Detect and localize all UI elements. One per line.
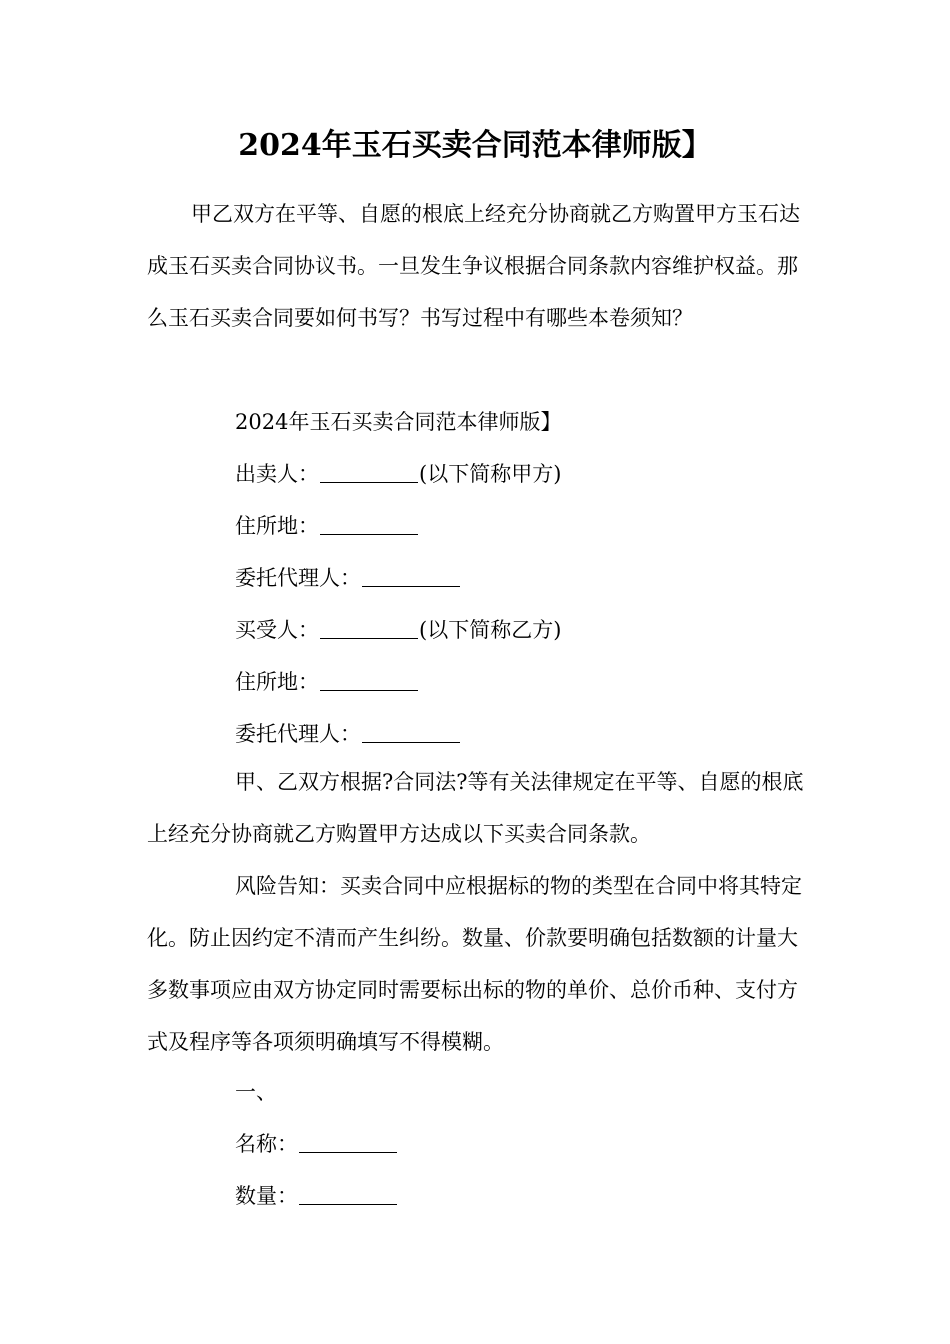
quantity-label: 数量： bbox=[235, 1184, 298, 1208]
buyer-suffix: (以下简称乙方) bbox=[419, 618, 562, 642]
contract-subtitle: 2024年玉石买卖合同范本律师版】 bbox=[235, 410, 562, 434]
name-line bbox=[235, 1118, 398, 1170]
document-title: 2024年玉石买卖合同范本律师版】 bbox=[238, 128, 712, 163]
seller-label: 出卖人： bbox=[235, 462, 319, 486]
seller-agent-line bbox=[235, 552, 461, 604]
seller-agent-label: 委托代理人： bbox=[235, 566, 361, 590]
risk-notice-paragraph: 风险告知：买卖合同中应根据标的物的类型在合同中将其特定化。防止因约定不清而产生纠纷。数量、价款要明确包括数额的计量大多数事项应由双方协定同时需要标出标的物的单价、总价币种、支付方式及程序等各项须明确填写不得模糊。 bbox=[147, 874, 802, 1054]
seller-address-line bbox=[235, 500, 419, 552]
buyer-address-label: 住所地： bbox=[235, 670, 319, 694]
seller-suffix: (以下简称甲方) bbox=[419, 462, 562, 486]
intro-paragraph: 甲乙双方在平等、自愿的根底上经充分协商就乙方购置甲方玉石达成玉石买卖合同协议书。一旦发生争议根据合同条款内容维护权益。那么玉石买卖合同要如何书写？书写过程中有哪些本卷须知？ bbox=[147, 202, 800, 330]
name-blank[interactable] bbox=[299, 1132, 397, 1153]
section-one-heading: 一、 bbox=[235, 1080, 277, 1104]
quantity-blank[interactable] bbox=[299, 1184, 397, 1205]
name-label: 名称： bbox=[235, 1132, 298, 1156]
buyer-line bbox=[235, 604, 561, 656]
buyer-agent-blank[interactable] bbox=[362, 722, 460, 743]
buyer-blank[interactable] bbox=[320, 618, 418, 639]
seller-address-blank[interactable] bbox=[320, 514, 418, 535]
seller-agent-blank[interactable] bbox=[362, 566, 460, 587]
buyer-agent-line bbox=[235, 708, 461, 760]
agreement-paragraph: 甲、乙双方根据?合同法?等有关法律规定在平等、自愿的根底上经充分协商就乙方购置甲方达成以下买卖合同条款。 bbox=[147, 770, 804, 846]
seller-address-label: 住所地： bbox=[235, 514, 319, 538]
buyer-label: 买受人： bbox=[235, 618, 319, 642]
buyer-address-line bbox=[235, 656, 419, 708]
quantity-line bbox=[235, 1170, 398, 1222]
buyer-address-blank[interactable] bbox=[320, 670, 418, 691]
buyer-agent-label: 委托代理人： bbox=[235, 722, 361, 746]
seller-line bbox=[235, 448, 561, 500]
seller-blank[interactable] bbox=[320, 462, 418, 483]
